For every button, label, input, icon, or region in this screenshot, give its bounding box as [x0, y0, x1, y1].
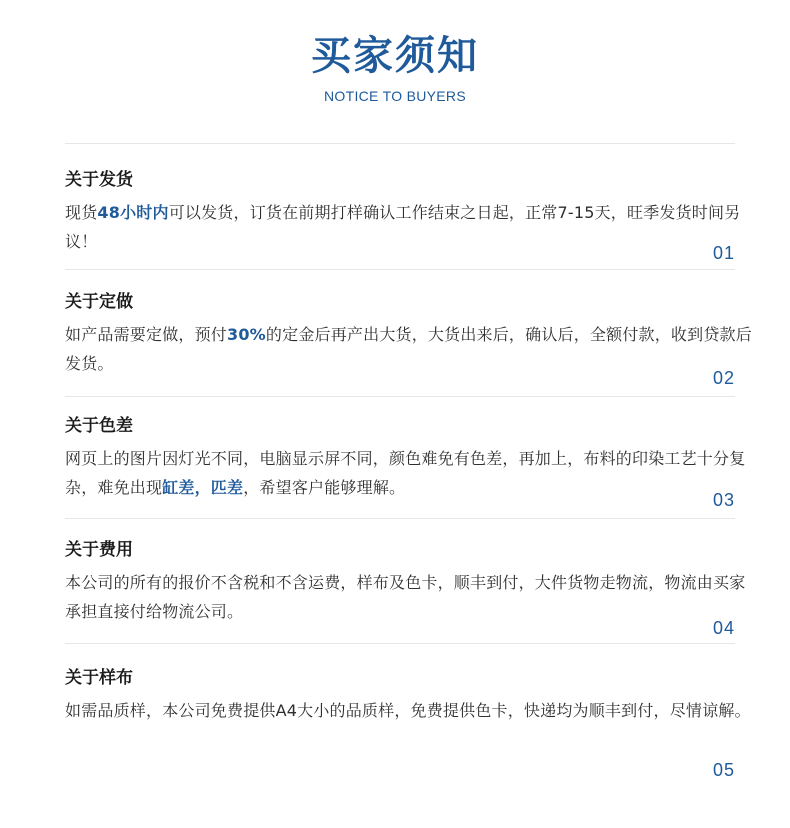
body-text: 如产品需要定做，预付 — [65, 325, 228, 344]
notice-section-color-difference — [65, 414, 755, 519]
body-text: 网页上的图片因灯光不同，电脑显示屏不同，颜色难免有色差，再加上，布料的印染工艺十分复杂，难免出现 — [65, 449, 746, 497]
section-title: 关于发货 — [65, 170, 133, 190]
section-body — [65, 198, 753, 256]
body-text: 可以发货，订货在前期打样确认工作结束之日起，正常7-15天，旺季发货时间另议！ — [65, 203, 741, 251]
section-number: 02 — [712, 368, 735, 388]
notice-section-fees — [65, 538, 755, 643]
section-divider — [65, 396, 735, 397]
section-body — [65, 320, 753, 378]
body-text: 的定金后再产出大货，大货出来后，确认后，全额付款，收到贷款后发货。 — [65, 325, 752, 373]
page-title: 买家须知 — [311, 33, 479, 79]
section-divider — [65, 269, 735, 270]
page-header — [0, 30, 790, 104]
highlight-text: 30% — [227, 325, 266, 344]
section-title: 关于样布 — [65, 668, 133, 688]
section-body — [65, 696, 753, 725]
page-subtitle: NOTICE TO BUYERS — [324, 88, 466, 104]
section-title: 关于费用 — [65, 540, 133, 560]
body-text: ，希望客户能够理解。 — [243, 478, 406, 497]
section-title: 关于色差 — [65, 416, 133, 436]
notice-section-shipping — [65, 168, 755, 268]
section-body — [65, 444, 753, 502]
section-number: 03 — [712, 490, 735, 510]
header-divider — [65, 143, 735, 144]
body-text: 本公司的所有的报价不含税和不含运费，样布及色卡，顺丰到付，大件货物走物流，物流由买家承担直接付给物流公司。 — [65, 573, 746, 621]
notice-section-samples — [65, 666, 755, 786]
highlight-text: 缸差，匹差 — [162, 478, 244, 497]
body-text: 如需品质样，本公司免费提供A4大小的品质样，免费提供色卡，快递均为顺丰到付，尽情谅解。 — [65, 701, 751, 720]
notice-section-custom-order — [65, 290, 755, 395]
section-divider — [65, 643, 735, 644]
section-divider — [65, 518, 735, 519]
body-text: 现货 — [65, 203, 98, 222]
section-number: 04 — [712, 618, 735, 638]
section-number: 05 — [712, 760, 735, 780]
section-number: 01 — [712, 243, 735, 263]
section-title: 关于定做 — [65, 292, 133, 312]
section-body — [65, 568, 753, 626]
highlight-text: 48小时内 — [97, 203, 169, 222]
